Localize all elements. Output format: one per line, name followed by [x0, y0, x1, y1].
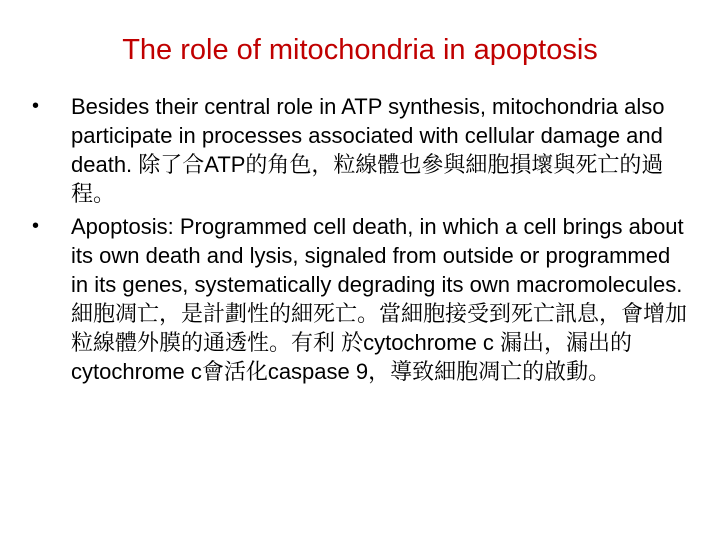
bullet-marker: • — [32, 215, 40, 237]
bullet-list — [28, 92, 688, 390]
bullet-marker: • — [32, 95, 40, 117]
bullet-text: Besides their central role in ATP synthesis, mitochondria also participate in processes associated with cellular damage and death. 除了合ATP的角色，粒線體也參與細胞損壞與死亡的過程。 — [71, 94, 665, 206]
bullet-text: Apoptosis: Programmed cell death, in which a cell brings about its own death and lysis, signaled from outside or programmed in its genes, systematically degrading its own macromolecules.細胞凋亡，是計劃性的細死亡。當細胞接受到死亡訊息，會增加粒線體外膜的通透性。有利 於cytochrome c 漏出，漏出的cytochrome c會活化caspase 9，導致細胞凋亡的啟動。 — [71, 214, 688, 384]
bullet-item — [28, 92, 688, 208]
bullet-item — [28, 212, 688, 386]
slide-title: The role of mitochondria in apoptosis — [122, 34, 598, 66]
